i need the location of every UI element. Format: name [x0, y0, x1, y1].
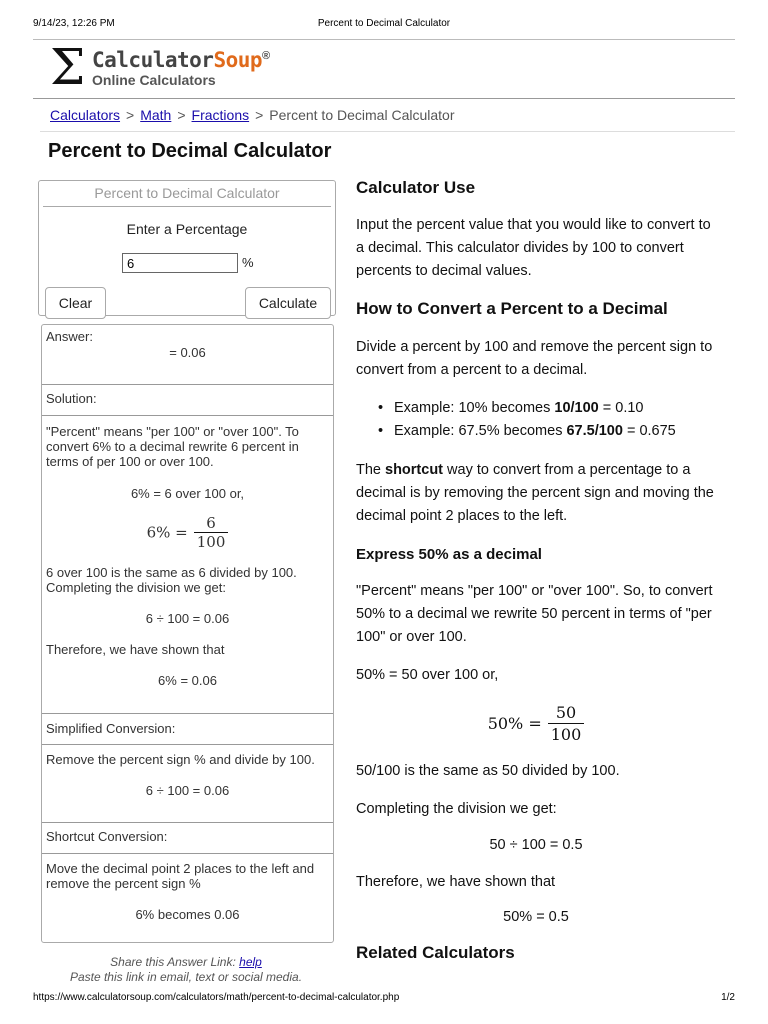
calculator-use-text: Input the percent value that you would like to convert to a decimal. This calculator divides by 100 to convert percents to decimal values.: [356, 217, 711, 279]
related-calculators-heading: Related Calculators: [356, 943, 515, 962]
list-item: • Example: 67.5% becomes 67.5/100 = 0.675: [356, 420, 716, 443]
share-text: Share this Answer Link:: [110, 955, 236, 969]
express-text: "Percent" means "per 100" or "over 100". So, to convert 50% to a decimal we rewrite 50 percent in terms of "per 100" or over 100.: [356, 583, 713, 645]
divider: [42, 822, 333, 823]
divider: [42, 744, 333, 745]
solution-step2: 6 over 100 is the same as 6 divided by 100. Completing the division we get:: [46, 565, 297, 595]
share-hint: Paste this link in email, text or social media.: [69, 970, 303, 984]
calculator-title: Percent to Decimal Calculator: [43, 181, 331, 207]
result-panel: [41, 324, 334, 943]
shortcut-label: Shortcut Conversion:: [46, 829, 168, 844]
solution-therefore: Therefore, we have shown that: [46, 642, 225, 657]
input-prompt: Enter a Percentage: [126, 221, 248, 237]
page-title: Percent to Decimal Calculator: [48, 140, 332, 162]
sigma-logo-icon: Σ: [50, 38, 86, 96]
help-link[interactable]: help: [239, 955, 262, 969]
breadcrumb-fractions[interactable]: Fractions: [191, 107, 250, 123]
share-answer: [40, 955, 332, 985]
calculator-use-heading: Calculator Use: [356, 178, 476, 197]
express-final: 50% = 0.5: [503, 909, 569, 925]
shortcut-text: Move the decimal point 2 places to the left and remove the percent sign %: [46, 861, 315, 891]
print-url: https://www.calculatorsoup.com/calculators/math/percent-to-decimal-calculator.php: [33, 992, 400, 1003]
divider: [40, 131, 735, 132]
shortcut-paragraph: The shortcut way to convert from a percentage to a decimal is by removing the percent sign and moving the decimal point 2 places to the left.: [356, 462, 714, 524]
breadcrumb: Calculators > Math > Fractions > Percent to Decimal Calculator: [50, 107, 455, 123]
list-item: • Example: 10% becomes 10/100 = 0.10: [356, 397, 716, 420]
breadcrumb-math[interactable]: Math: [140, 107, 172, 123]
solution-fraction: 6% = $\frac{6}{100}$: [42, 514, 333, 551]
shortcut-result: 6% becomes 0.06: [135, 907, 240, 922]
print-header: [33, 18, 735, 32]
simplified-label: Simplified Conversion:: [46, 721, 176, 736]
print-datetime: 9/14/23, 12:26 PM: [33, 18, 115, 29]
solution-division: 6 ÷ 100 = 0.06: [145, 611, 230, 626]
examples-list: [356, 397, 716, 443]
how-to-text: Divide a percent by 100 and remove the percent sign to convert from a percent to a decimal.: [356, 339, 713, 378]
divider: [42, 415, 333, 416]
solution-final: 6% = 0.06: [158, 673, 217, 688]
percent-unit: %: [242, 255, 254, 270]
express-division: 50 ÷ 100 = 0.5: [489, 837, 583, 853]
express-fraction: 50% = $\frac{50}{100}$: [356, 702, 716, 745]
divider: [42, 853, 333, 854]
express-therefore: Therefore, we have shown that: [356, 874, 556, 890]
simplified-calc: 6 ÷ 100 = 0.06: [145, 783, 230, 798]
brand-name: CalculatorSoup®: [92, 48, 270, 72]
solution-text: "Percent" means "per 100" or "over 100". To convert 6% to a decimal rewrite 6 percent in terms of per 100 or over 100.: [46, 424, 299, 469]
solution-label: Solution:: [46, 391, 97, 406]
express-same-as: 50/100 is the same as 50 divided by 100.: [356, 763, 620, 779]
calculator-form: [38, 180, 336, 316]
print-title: Percent to Decimal Calculator: [317, 18, 451, 29]
answer-value: = 0.06: [169, 345, 206, 360]
divider: [42, 384, 333, 385]
page-number: 1/2: [721, 992, 735, 1003]
divider: [33, 39, 735, 40]
express-step1: 50% = 50 over 100 or,: [356, 667, 499, 683]
how-to-heading: How to Convert a Percent to a Decimal: [356, 299, 668, 318]
clear-button[interactable]: Clear: [45, 287, 106, 319]
breadcrumb-current: Percent to Decimal Calculator: [269, 107, 455, 123]
calculate-button[interactable]: Calculate: [245, 287, 331, 319]
brand-tagline: Online Calculators: [92, 72, 216, 88]
answer-label: Answer:: [46, 329, 93, 344]
express-completing: Completing the division we get:: [356, 801, 557, 817]
divider: [33, 98, 735, 99]
express-heading: Express 50% as a decimal: [356, 546, 542, 563]
solution-step1: 6% = 6 over 100 or,: [130, 486, 245, 501]
breadcrumb-calculators[interactable]: Calculators: [50, 107, 121, 123]
simplified-text: Remove the percent sign % and divide by 100.: [46, 752, 315, 767]
percentage-input[interactable]: [122, 253, 238, 273]
divider: [42, 713, 333, 714]
